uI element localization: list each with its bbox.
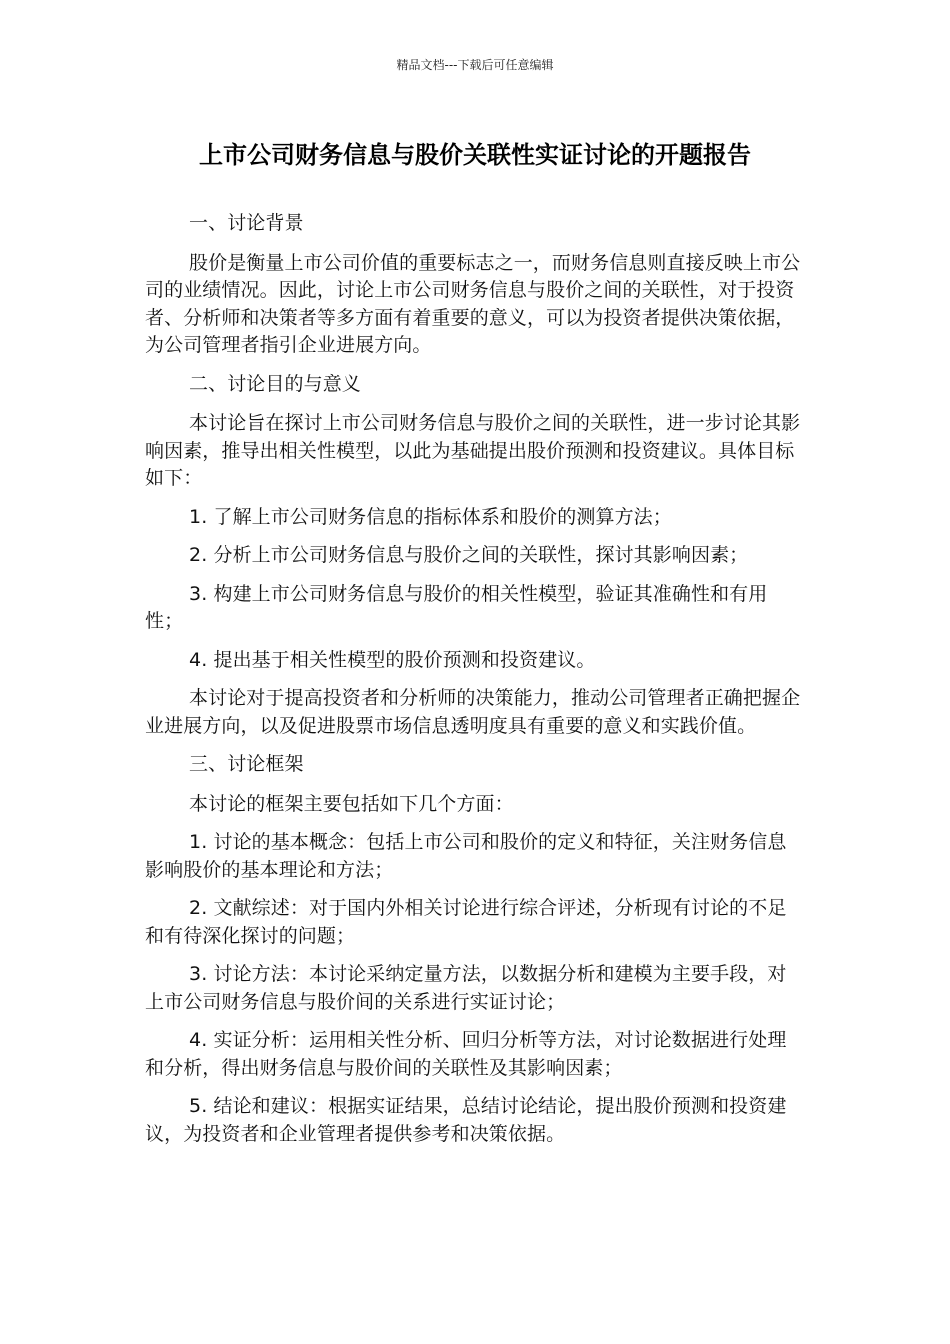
- section-heading-framework: 三、讨论框架: [189, 753, 304, 775]
- paragraph-significance: 本讨论对于提高投资者和分析师的决策能力，推动公司管理者正确把握企业进展方向，以及促进股票市场信息透明度具有重要的意义和实践价值。: [145, 687, 801, 737]
- document-body: [145, 210, 805, 1159]
- list-item-framework-4: 4. 实证分析：运用相关性分析、回归分析等方法，对讨论数据进行处理和分析，得出财务信息与股价间的关联性及其影响因素；: [145, 1029, 787, 1079]
- list-item-framework-1: 1. 讨论的基本概念：包括上市公司和股价的定义和特征，关注财务信息影响股价的基本理论和方法；: [145, 831, 787, 881]
- section-heading-background: 一、讨论背景: [189, 212, 304, 234]
- list-item-goal-1: 1. 了解上市公司财务信息的指标体系和股价的测算方法；: [189, 505, 672, 528]
- list-item-goal-4: 4. 提出基于相关性模型的股价预测和投资建议。: [189, 648, 596, 671]
- list-item-framework-3: 3. 讨论方法：本讨论采纳定量方法，以数据分析和建模为主要手段，对上市公司财务信息与股价间的关系进行实证讨论；: [145, 963, 787, 1013]
- list-item-goal-2: 2. 分析上市公司财务信息与股价之间的关联性，探讨其影响因素；: [189, 544, 749, 566]
- document-title: 上市公司财务信息与股价关联性实证讨论的开题报告: [199, 141, 751, 169]
- list-item-framework-2: 2. 文献综述：对于国内外相关讨论进行综合评述，分析现有讨论的不足和有待深化探讨的问题；: [145, 897, 787, 947]
- paragraph-background: 股价是衡量上市公司价值的重要标志之一，而财务信息则直接反映上市公司的业绩情况。因此，讨论上市公司财务信息与股价之间的关联性，对于投资者、分析师和决策者等多方面有着重要的意义，可以为投资者提供决策依据，为公司管理者指引企业进展方向。: [145, 251, 801, 356]
- list-item-goal-3: 3. 构建上市公司财务信息与股价的相关性模型，验证其准确性和有用性；: [145, 582, 768, 632]
- paragraph-framework-intro: 本讨论的框架主要包括如下几个方面：: [189, 792, 514, 815]
- paragraph-purpose: 本讨论旨在探讨上市公司财务信息与股价之间的关联性，进一步讨论其影响因素，推导出相关性模型，以此为基础提出股价预测和投资建议。具体目标如下：: [145, 412, 801, 489]
- section-heading-purpose: 二、讨论目的与意义: [189, 372, 361, 395]
- list-item-framework-5: 5. 结论和建议：根据实证结果，总结讨论结论，提出股价预测和投资建议，为投资者和企业管理者提供参考和决策依据。: [145, 1095, 787, 1145]
- page-header-watermark: 精品文档---下载后可任意编辑: [396, 58, 554, 72]
